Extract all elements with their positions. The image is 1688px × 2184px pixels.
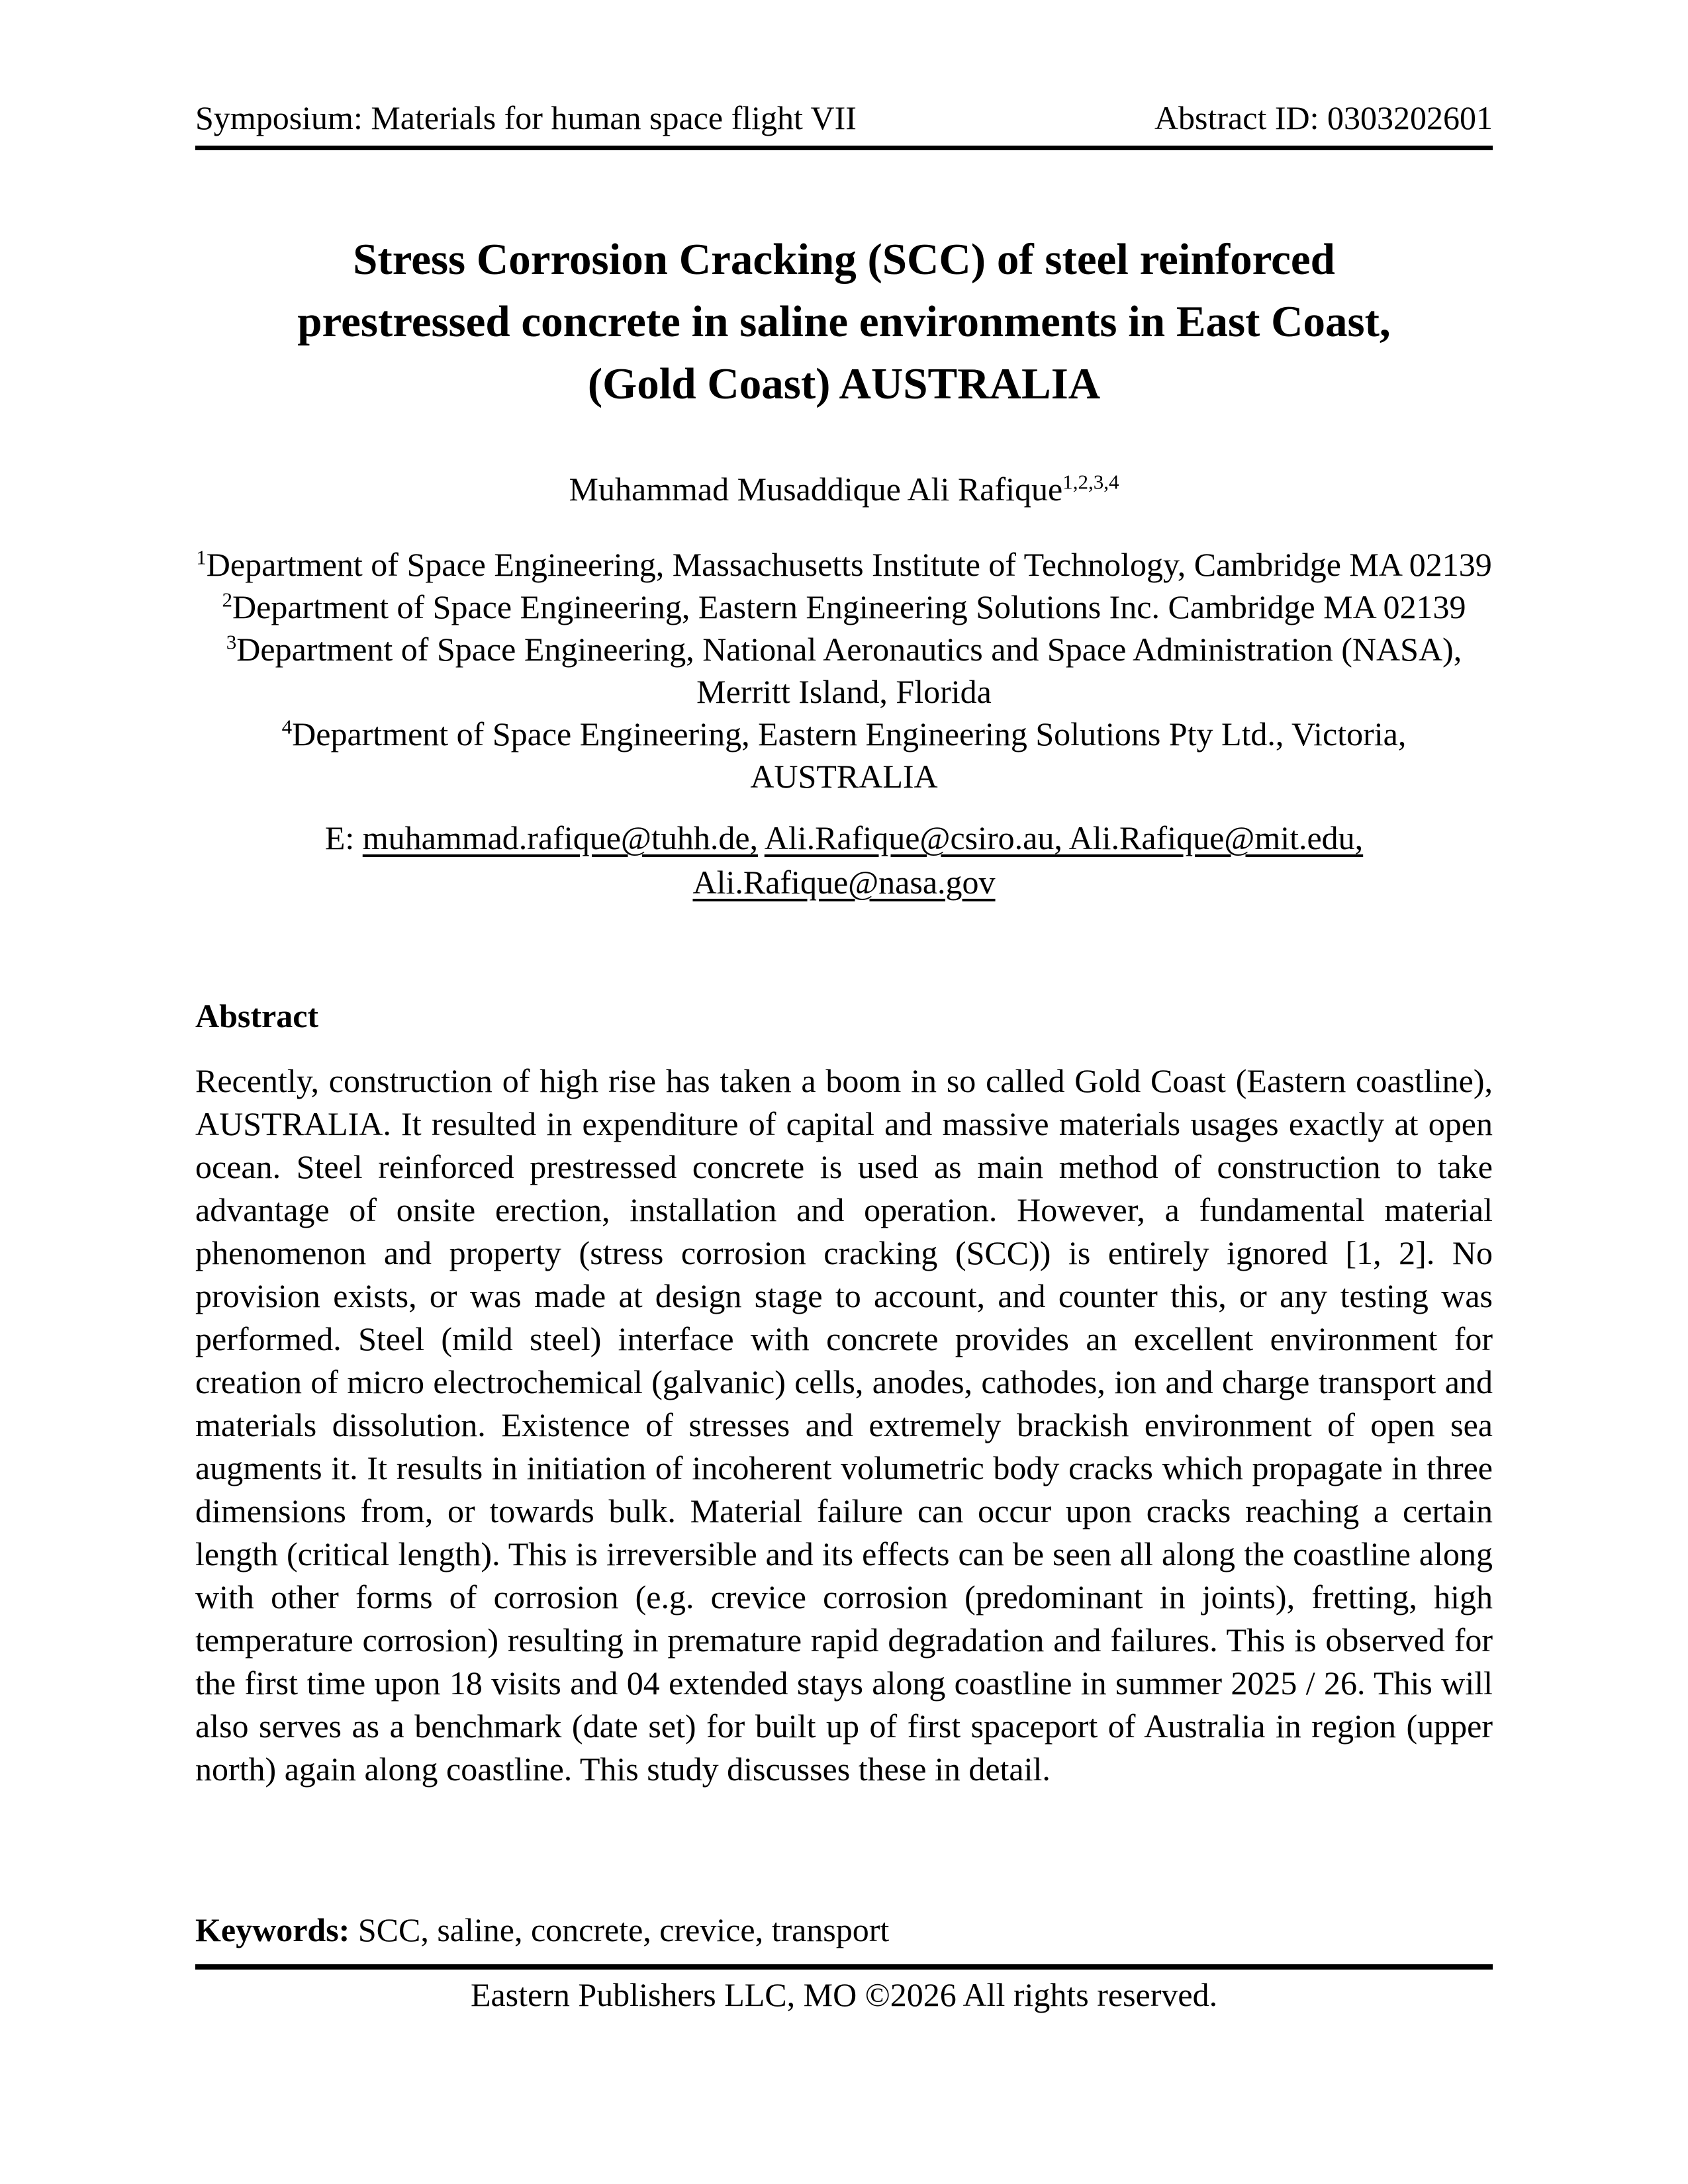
affiliation-superscript: 4 (281, 715, 293, 739)
affiliation-text: Department of Space Engineering, Massachusetts Institute of Technology, Cambridge MA 02139 (206, 546, 1492, 583)
page-header (195, 99, 1493, 150)
affiliation-line (195, 670, 1493, 713)
affiliation-text: AUSTRALIA (750, 758, 938, 795)
email-prefix: E: (324, 819, 363, 856)
abstract-id-label: Abstract ID: 0303202601 (1154, 99, 1493, 136)
affiliation-text: Department of Space Engineering, Eastern Engineering Solutions Inc. Cambridge MA 02139 (232, 588, 1466, 625)
author-line (195, 469, 1493, 509)
abstract-heading: Abstract (195, 997, 319, 1034)
affiliation-line (195, 713, 1493, 755)
email-link-csiro-mit[interactable]: Ali.Rafique@csiro.au, Ali.Rafique@mit.edu, (764, 819, 1364, 856)
keywords-label: Keywords: (195, 1911, 350, 1948)
symposium-label: Symposium: Materials for human space flight VII (195, 99, 857, 136)
email-link-nasa[interactable]: Ali.Rafique@nasa.gov (692, 864, 996, 901)
keywords-line (195, 1911, 1493, 1948)
affiliations-block (195, 543, 1493, 797)
contact-emails (195, 816, 1493, 905)
paper-title-line-3: (Gold Coast) AUSTRALIA (587, 359, 1101, 408)
keywords-text: SCC, saline, concrete, crevice, transport (350, 1911, 890, 1948)
affiliation-text: Merritt Island, Florida (696, 673, 992, 710)
affiliation-line (195, 543, 1493, 586)
affiliation-line (195, 586, 1493, 628)
email-line-2 (195, 860, 1493, 905)
paper-title-line-1: Stress Corrosion Cracking (SCC) of steel reinforced (353, 235, 1335, 284)
affiliation-line (195, 755, 1493, 797)
author-affiliation-superscript: 1,2,3,4 (1062, 470, 1119, 494)
paper-title-line-2: prestressed concrete in saline environments in East Coast, (297, 297, 1391, 346)
footer-copyright: Eastern Publishers LLC, MO ©2026 All rights reserved. (470, 1976, 1218, 2013)
affiliation-line (195, 628, 1493, 670)
email-link-tuhh[interactable]: muhammad.rafique@tuhh.de, (362, 819, 759, 856)
affiliation-superscript: 1 (196, 545, 207, 569)
page-bottom-block (195, 1911, 1493, 2013)
affiliation-text: Department of Space Engineering, National Aeronautics and Space Administration (NASA), (236, 631, 1462, 668)
author-name: Muhammad Musaddique Ali Rafique (569, 471, 1063, 508)
footer-rule (195, 1964, 1493, 2013)
affiliation-superscript: 3 (226, 630, 237, 654)
affiliation-text: Department of Space Engineering, Eastern Engineering Solutions Pty Ltd., Victoria, (292, 715, 1407, 752)
affiliation-superscript: 2 (222, 588, 233, 612)
paper-title (195, 228, 1493, 415)
email-line-1 (195, 816, 1493, 860)
abstract-body: Recently, construction of high rise has taken a boom in so called Gold Coast (Eastern coastline), AUSTRALIA. It resulted in expenditure of capital and massive materials usages exactly at open ocean. Steel reinforced prestressed concrete is used as main method of construction to take advantage of onsite erection, installation and operation. However, a fundamental material phenomenon and property (stress corrosion cracking (SCC)) is entirely ignored [1, 2]. No provision exists, or was made at design stage to account, and counter this, or any testing was performed. Steel (mild steel) interface with concrete provides an excellent environment for creation of micro electrochemical (galvanic) cells, anodes, cathodes, ion and charge transport and materials dissolution. Existence of stresses and extremely brackish environment of open sea augments it. It results in initiation of incoherent volumetric body cracks which propagate in three dimensions from, or towards bulk. Material failure can occur upon cracks reaching a certain length (critical length). This is irreversible and its effects can be seen all along the coastline along with other forms of corrosion (e.g. crevice corrosion (predominant in joints), fretting, high temperature corrosion) resulting in premature rapid degradation and failures. This is observed for the first time upon 18 visits and 04 extended stays along coastline in summer 2025 / 26. This will also serves as a benchmark (date set) for built up of first spaceport of Australia in region (upper north) again along coastline. This study discusses these in detail. (195, 1062, 1493, 1788)
